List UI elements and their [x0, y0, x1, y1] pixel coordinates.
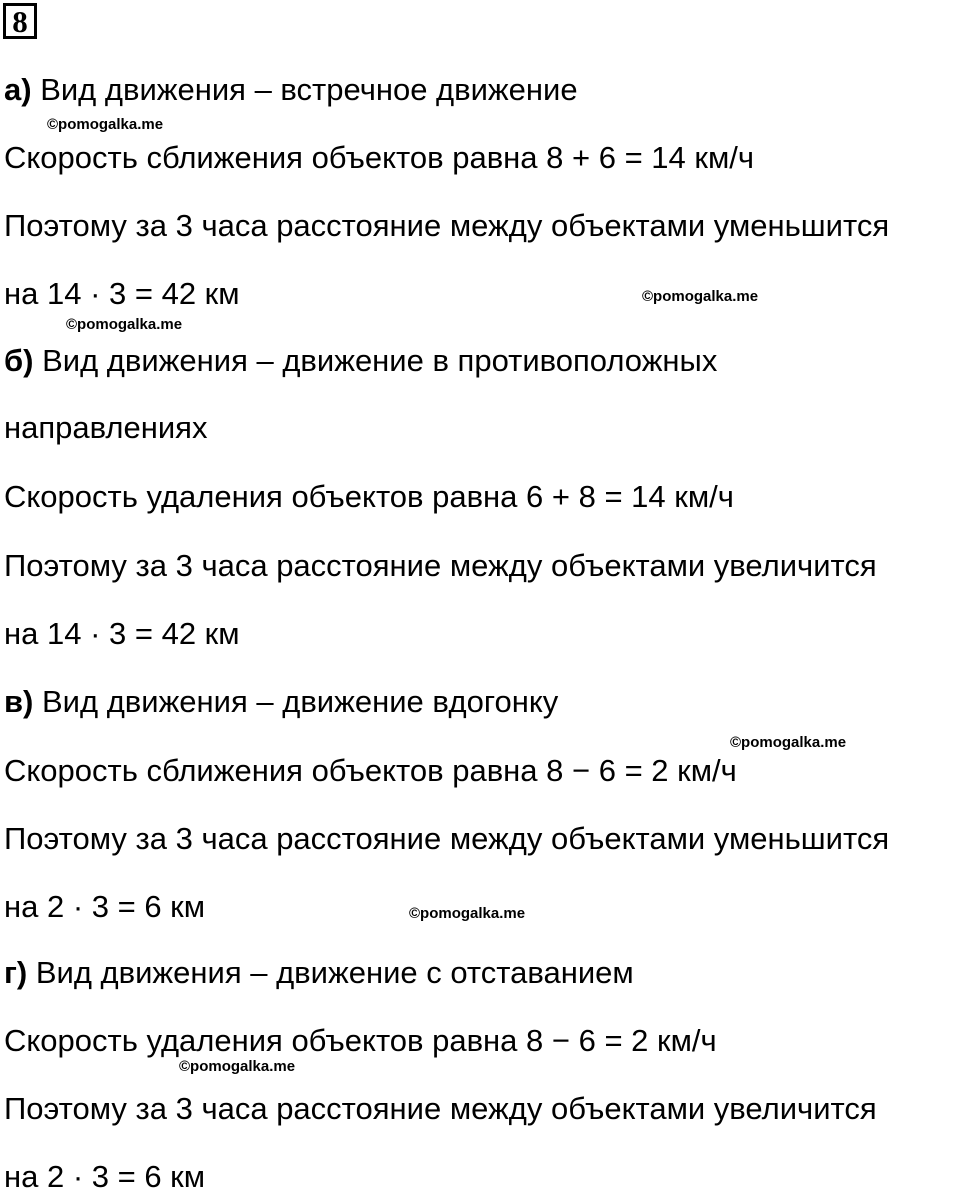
watermark-text: ©pomogalka.me: [66, 316, 183, 333]
part-b-heading-cont: направлениях: [4, 410, 208, 445]
part-g-heading: [4, 955, 634, 991]
part-g-line-2: Поэтому за 3 часа расстояние между объектами увеличится: [4, 1091, 877, 1126]
watermark-text: ©pomogalka.me: [409, 905, 526, 922]
part-g-title: Вид движения – движение с отставанием: [27, 955, 634, 990]
task-number-box: 8: [3, 3, 37, 39]
part-b-marker: б): [4, 343, 34, 378]
part-b-line-1: Скорость удаления объектов равна 6 + 8 = 14 км/ч: [4, 479, 734, 514]
part-a-line-1: Скорость сближения объектов равна 8 + 6 = 14 км/ч: [4, 140, 755, 175]
part-v-title: Вид движения – движение вдогонку: [33, 684, 559, 719]
watermark-text: ©pomogalka.me: [642, 288, 759, 305]
part-v-line-1: Скорость сближения объектов равна 8 − 6 = 2 км/ч: [4, 753, 737, 788]
part-a-line-3: на 14 · 3 = 42 км: [4, 276, 240, 311]
watermark-text: ©pomogalka.me: [179, 1058, 296, 1075]
part-b-line-3: на 14 · 3 = 42 км: [4, 616, 240, 651]
part-g-line-1: Скорость удаления объектов равна 8 − 6 = 2 км/ч: [4, 1023, 717, 1058]
part-v-heading: [4, 684, 558, 720]
part-a-line-2: Поэтому за 3 часа расстояние между объектами уменьшится: [4, 208, 890, 243]
part-a-title: Вид движения – встречное движение: [31, 72, 578, 107]
watermark-text: ©pomogalka.me: [730, 734, 847, 751]
part-a-heading: [4, 72, 578, 108]
part-v-line-3: на 2 · 3 = 6 км: [4, 889, 206, 924]
part-g-line-3: на 2 · 3 = 6 км: [4, 1159, 206, 1194]
part-b-title: Вид движения – движение в противоположных: [33, 343, 718, 378]
part-g-marker: г): [4, 955, 28, 990]
part-v-marker: в): [4, 684, 34, 719]
part-a-marker: а): [4, 72, 32, 107]
part-b-heading: [4, 343, 717, 379]
part-v-line-2: Поэтому за 3 часа расстояние между объектами уменьшится: [4, 821, 890, 856]
part-b-line-2: Поэтому за 3 часа расстояние между объектами увеличится: [4, 548, 877, 583]
watermark-text: ©pomogalka.me: [47, 116, 164, 133]
